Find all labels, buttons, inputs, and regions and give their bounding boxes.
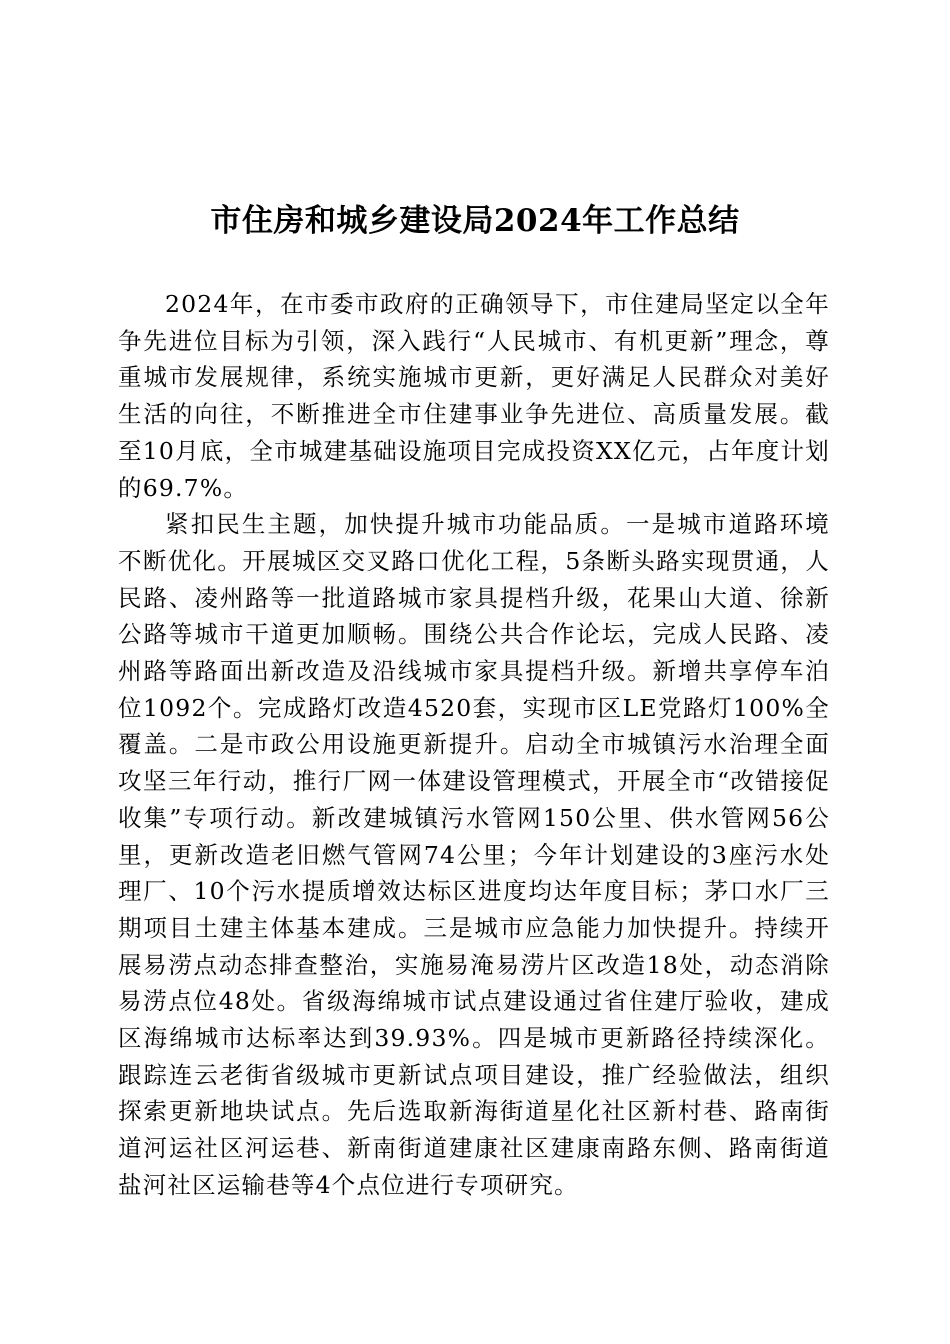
document-body — [118, 286, 830, 1204]
document-title: 市住房和城乡建设局2024年工作总结 — [210, 203, 740, 239]
paragraph-intro: 2024年，在市委市政府的正确领导下，市住建局坚定以全年争先进位目标为引领，深入践行“人民城市、有机更新”理念，尊重城市发展规律，系统实施城市更新，更好满足人民群众对美好生活的向往，不断推进全市住建事业争先进位、高质量发展。截至10月底，全市城建基础设施项目完成投资XX亿元，占年度计划的69.7%。 — [118, 290, 830, 502]
paragraph-livelihood: 紧扣民生主题，加快提升城市功能品质。一是城市道路环境不断优化。开展城区交叉路口优化工程，5条断头路实现贯通，人民路、凌州路等一批道路城市家具提档升级，花果山大道、徐新公路等城市干道更加顺畅。围绕公共合作论坛，完成人民路、凌州路等路面出新改造及沿线城市家具提档升级。新增共享停车泊位1092个。完成路灯改造4520套，实现市区LE党路灯100%全覆盖。二是市政公用设施更新提升。启动全市城镇污水治理全面攻坚三年行动，推行厂网一体建设管理模式，开展全市“改错接促收集”专项行动。新改建城镇污水管网150公里、供水管网56公里，更新改造老旧燃气管网74公里；今年计划建设的3座污水处理厂、10个污水提质增效达标区进度均达年度目标；茅口水厂三期项目土建主体基本建成。三是城市应急能力加快提升。持续开展易涝点动态排查整治，实施易淹易涝片区改造18处，动态消除易涝点位48处。省级海绵城市试点建设通过省住建厅验收，建成区海绵城市达标率达到39.93%。四是城市更新路径持续深化。跟踪连云老街省级城市更新试点项目建设，推广经验做法，组织探索更新地块试点。先后选取新海街道星化社区新村巷、路南街道河运社区河运巷、新南街道建康社区建康南路东侧、路南街道盐河社区运输巷等4个点位进行专项研究。 — [118, 510, 830, 1199]
